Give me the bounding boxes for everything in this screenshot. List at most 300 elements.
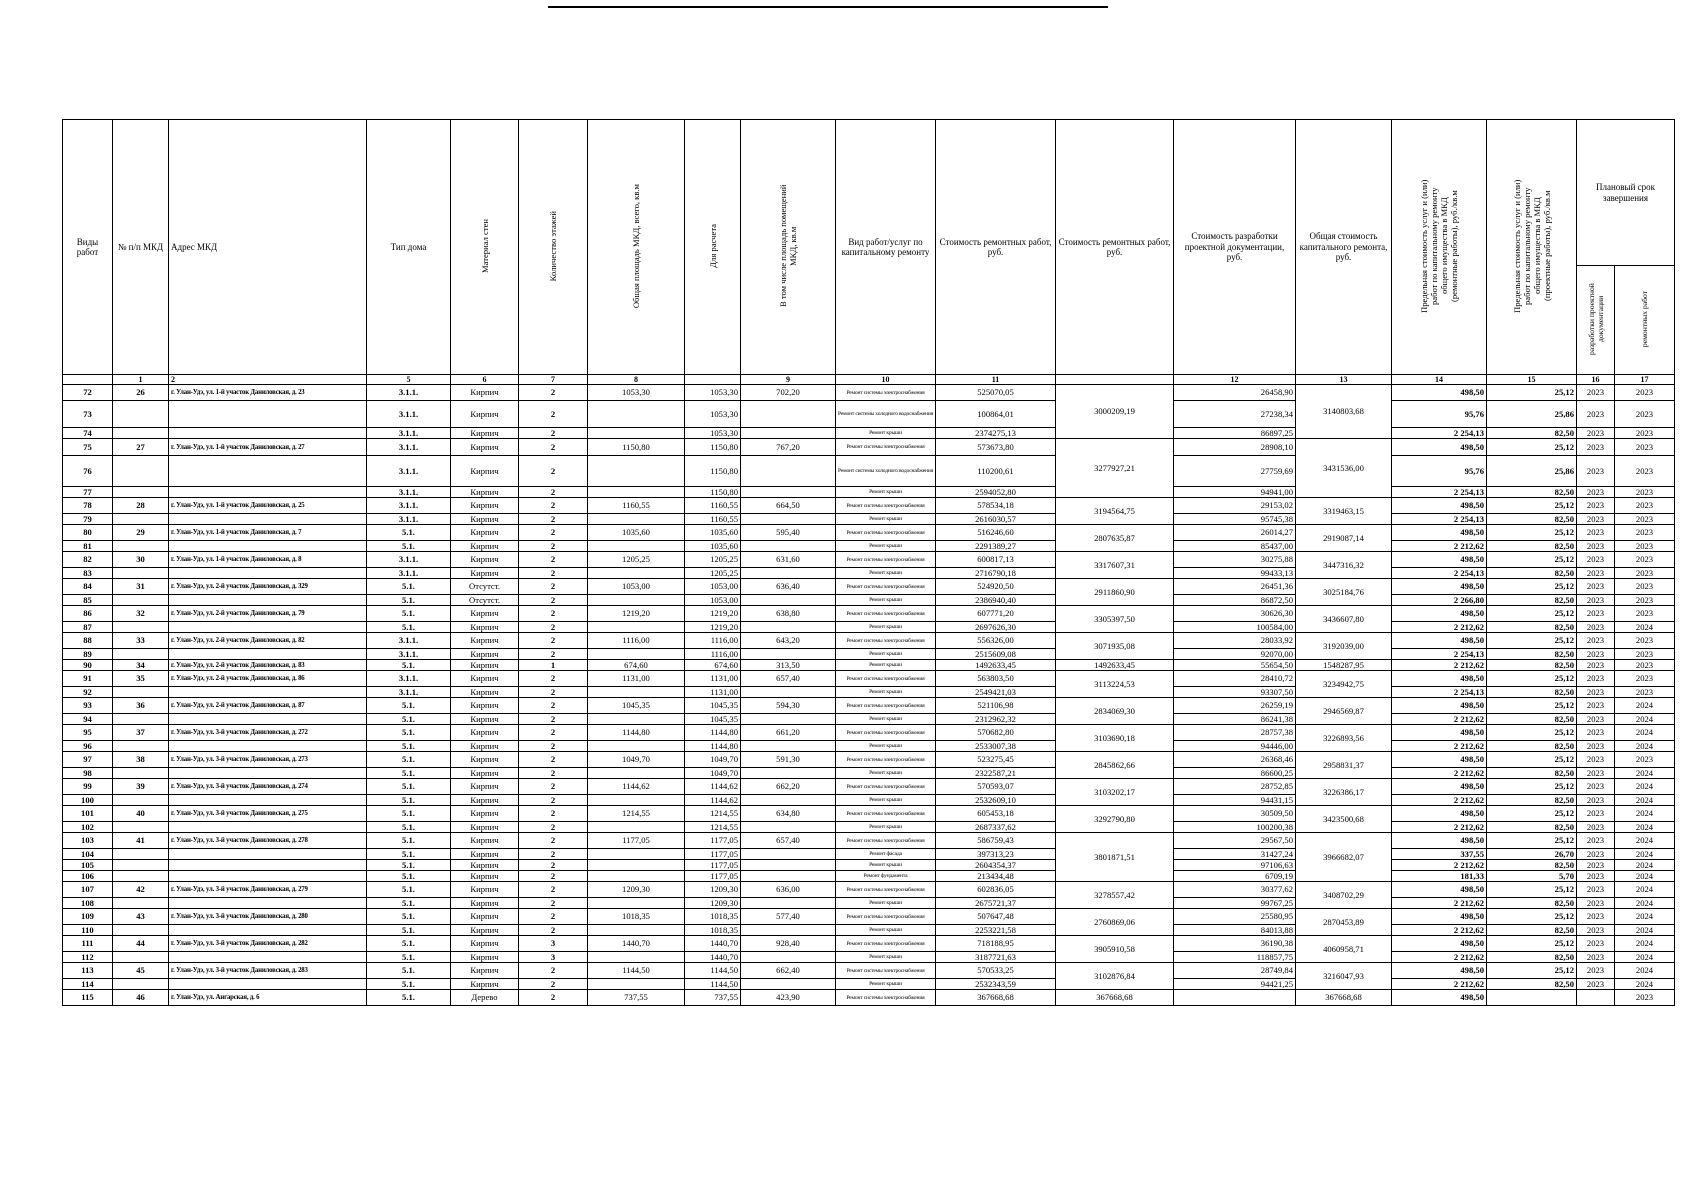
repair-limit-cell: 498,50 (1392, 806, 1487, 822)
table-row (63, 498, 1675, 514)
calc-area-cell: 1150,80 (685, 439, 741, 456)
design-cost-cell: 25580,95 (1174, 909, 1296, 925)
address-cell (169, 649, 367, 660)
premises-area-cell (741, 925, 836, 936)
mkd-number-cell: 46 (113, 990, 169, 1006)
work-type-cell: Ремонт системы электроснабжения (836, 936, 936, 952)
house-type-cell: 5.1. (367, 768, 451, 779)
calc-area-cell: 1205,25 (685, 552, 741, 568)
table-body (63, 120, 1675, 1006)
calc-area-cell: 1045,35 (685, 698, 741, 714)
mkd-number-cell (113, 487, 169, 498)
floors-cell: 2 (519, 439, 588, 456)
mkd-number-cell (113, 849, 169, 860)
work-type-cell: Ремонт крыши (836, 768, 936, 779)
repair-cost-total-cell: 3278557,42 (1056, 882, 1174, 909)
table-row (63, 456, 1675, 487)
column-number: 12 (1174, 375, 1296, 385)
wall-material-cell: Кирпич (451, 833, 519, 849)
column-header (1392, 120, 1487, 375)
repair-cost-total-cell: 3194564,75 (1056, 498, 1174, 525)
design-cost-cell: 93307,50 (1174, 687, 1296, 698)
mkd-number-cell (113, 456, 169, 487)
design-cost-cell: 28749,84 (1174, 963, 1296, 979)
total-area-cell: 1018,35 (588, 909, 685, 925)
premises-area-cell: 662,20 (741, 779, 836, 795)
floors-cell: 2 (519, 595, 588, 606)
design-limit-cell: 25,12 (1487, 806, 1577, 822)
wall-material-cell: Кирпич (451, 979, 519, 990)
design-cost-cell: 118857,75 (1174, 952, 1296, 963)
table-row (63, 725, 1675, 741)
column-header: Адрес МКД (169, 120, 367, 375)
work-number-cell: 88 (63, 633, 113, 649)
mkd-number-cell: 33 (113, 633, 169, 649)
table-row (63, 552, 1675, 568)
design-year-cell (1577, 990, 1615, 1006)
work-type-cell: Ремонт системы электроснабжения (836, 439, 936, 456)
work-type-cell: Ремонт системы электроснабжения (836, 963, 936, 979)
total-cost-cell: 3140803,68 (1296, 385, 1392, 439)
work-type-cell: Ремонт фасада (836, 849, 936, 860)
design-year-cell: 2023 (1577, 822, 1615, 833)
total-area-cell (588, 514, 685, 525)
design-year-cell: 2023 (1577, 671, 1615, 687)
work-number-cell: 74 (63, 428, 113, 439)
wall-material-cell: Кирпич (451, 428, 519, 439)
floors-cell: 2 (519, 525, 588, 541)
house-type-cell: 3.1.1. (367, 552, 451, 568)
design-limit-cell: 25,12 (1487, 525, 1577, 541)
mkd-number-cell: 45 (113, 963, 169, 979)
design-limit-cell: 25,12 (1487, 833, 1577, 849)
wall-material-cell: Кирпич (451, 871, 519, 882)
work-number-cell: 95 (63, 725, 113, 741)
design-limit-cell: 25,12 (1487, 633, 1577, 649)
repair-year-cell: 2023 (1615, 487, 1675, 498)
work-type-cell: Ремонт системы электроснабжения (836, 779, 936, 795)
house-type-cell: 5.1. (367, 660, 451, 671)
repair-cost-cell: 110200,61 (936, 456, 1056, 487)
repair-limit-cell: 2 212,62 (1392, 541, 1487, 552)
mkd-number-cell (113, 622, 169, 633)
mkd-number-cell: 34 (113, 660, 169, 671)
repair-year-cell: 2024 (1615, 963, 1675, 979)
floors-cell: 2 (519, 925, 588, 936)
address-cell: г. Улан-Удэ, ул. 3-й участок Даниловская, д. 278 (169, 833, 367, 849)
premises-area-cell: 661,20 (741, 725, 836, 741)
total-area-cell (588, 456, 685, 487)
design-limit-cell: 82,50 (1487, 979, 1577, 990)
repair-limit-cell: 2 254,13 (1392, 514, 1487, 525)
floors-cell: 2 (519, 725, 588, 741)
calc-area-cell: 1053,30 (685, 385, 741, 401)
column-number (1056, 375, 1174, 385)
design-year-cell: 2023 (1577, 833, 1615, 849)
table-row (63, 990, 1675, 1006)
wall-material-cell: Кирпич (451, 925, 519, 936)
repair-limit-cell: 498,50 (1392, 606, 1487, 622)
address-cell (169, 952, 367, 963)
premises-area-cell (741, 622, 836, 633)
address-cell (169, 925, 367, 936)
design-year-cell: 2023 (1577, 795, 1615, 806)
total-area-cell (588, 925, 685, 936)
work-number-cell: 100 (63, 795, 113, 806)
repair-year-cell: 2023 (1615, 649, 1675, 660)
premises-area-cell (741, 795, 836, 806)
total-area-cell (588, 768, 685, 779)
capital-repair-table (62, 119, 1675, 1006)
work-number-cell: 96 (63, 741, 113, 752)
table-row (63, 860, 1675, 871)
floors-cell: 2 (519, 487, 588, 498)
premises-area-cell: 631,60 (741, 552, 836, 568)
design-limit-cell: 25,12 (1487, 882, 1577, 898)
total-area-cell: 1177,05 (588, 833, 685, 849)
house-type-cell: 5.1. (367, 909, 451, 925)
calc-area-cell: 1116,00 (685, 649, 741, 660)
calc-area-cell: 1177,05 (685, 860, 741, 871)
column-number: 1 (113, 375, 169, 385)
design-year-cell: 2023 (1577, 725, 1615, 741)
column-number (63, 375, 113, 385)
column-header-text: В том числе площадь помещений МКД, кв.м (778, 184, 798, 307)
wall-material-cell: Кирпич (451, 622, 519, 633)
design-cost-cell (1174, 990, 1296, 1006)
repair-year-cell: 2024 (1615, 925, 1675, 936)
table-row (63, 622, 1675, 633)
design-year-cell: 2023 (1577, 752, 1615, 768)
mkd-number-cell: 36 (113, 698, 169, 714)
table-row (63, 768, 1675, 779)
repair-cost-cell: 2549421,03 (936, 687, 1056, 698)
column-header-text: Количество этажей (548, 210, 558, 281)
calc-area-cell: 1440,70 (685, 936, 741, 952)
design-cost-cell: 100584,00 (1174, 622, 1296, 633)
repair-year-cell: 2024 (1615, 698, 1675, 714)
calc-area-cell: 674,60 (685, 660, 741, 671)
column-number: 11 (936, 375, 1056, 385)
design-cost-cell: 30509,50 (1174, 806, 1296, 822)
repair-year-cell: 2023 (1615, 401, 1675, 428)
premises-area-cell: 594,30 (741, 698, 836, 714)
total-cost-cell: 3319463,15 (1296, 498, 1392, 525)
design-limit-cell: 82,50 (1487, 822, 1577, 833)
design-cost-cell: 30377,62 (1174, 882, 1296, 898)
column-header-text: Предельная стоимость услуг и (или) работ по капитальному ремонту общего имущества в МКД (ремонтные работы), руб./кв.м (1419, 179, 1459, 313)
design-limit-cell: 25,12 (1487, 439, 1577, 456)
floors-cell: 2 (519, 909, 588, 925)
work-number-cell: 81 (63, 541, 113, 552)
total-area-cell (588, 568, 685, 579)
wall-material-cell: Кирпич (451, 963, 519, 979)
repair-limit-cell: 337,55 (1392, 849, 1487, 860)
premises-area-cell (741, 456, 836, 487)
wall-material-cell: Кирпич (451, 498, 519, 514)
work-number-cell: 83 (63, 568, 113, 579)
wall-material-cell: Кирпич (451, 936, 519, 952)
house-type-cell: 5.1. (367, 595, 451, 606)
calc-area-cell: 1209,30 (685, 898, 741, 909)
column-number: 16 (1577, 375, 1615, 385)
work-type-cell: Ремонт системы электроснабжения (836, 882, 936, 898)
work-number-cell: 108 (63, 898, 113, 909)
table-row (63, 936, 1675, 952)
mkd-number-cell: 37 (113, 725, 169, 741)
design-limit-cell: 82,50 (1487, 541, 1577, 552)
column-number: 15 (1487, 375, 1577, 385)
house-type-cell: 3.1.1. (367, 514, 451, 525)
design-limit-cell: 82,50 (1487, 487, 1577, 498)
total-area-cell: 1045,35 (588, 698, 685, 714)
repair-cost-total-cell: 3102876,84 (1056, 963, 1174, 990)
design-year-cell: 2023 (1577, 552, 1615, 568)
repair-limit-cell: 498,50 (1392, 752, 1487, 768)
total-area-cell (588, 487, 685, 498)
design-limit-cell: 82,50 (1487, 660, 1577, 671)
work-number-cell: 107 (63, 882, 113, 898)
total-area-cell (588, 541, 685, 552)
work-number-cell: 72 (63, 385, 113, 401)
mkd-number-cell: 38 (113, 752, 169, 768)
address-cell: г. Улан-Удэ, ул. 3-й участок Даниловская, д. 282 (169, 936, 367, 952)
total-area-cell (588, 822, 685, 833)
mkd-number-cell (113, 925, 169, 936)
premises-area-cell (741, 860, 836, 871)
design-cost-cell: 85437,00 (1174, 541, 1296, 552)
wall-material-cell: Дерево (451, 990, 519, 1006)
address-cell (169, 768, 367, 779)
work-number-cell: 78 (63, 498, 113, 514)
total-cost-cell: 3226893,56 (1296, 725, 1392, 752)
calc-area-cell: 1116,00 (685, 633, 741, 649)
repair-year-cell: 2024 (1615, 882, 1675, 898)
mkd-number-cell (113, 649, 169, 660)
floors-cell: 2 (519, 833, 588, 849)
mkd-number-cell: 40 (113, 806, 169, 822)
house-type-cell: 5.1. (367, 725, 451, 741)
repair-cost-total-cell: 3103202,17 (1056, 779, 1174, 806)
wall-material-cell: Кирпич (451, 779, 519, 795)
premises-area-cell: 636,00 (741, 882, 836, 898)
total-area-cell (588, 595, 685, 606)
design-cost-cell: 28410,72 (1174, 671, 1296, 687)
calc-area-cell: 1177,05 (685, 871, 741, 882)
work-number-cell: 85 (63, 595, 113, 606)
work-type-cell: Ремонт системы электроснабжения (836, 606, 936, 622)
repair-cost-cell: 2532343,59 (936, 979, 1056, 990)
repair-cost-cell: 602836,05 (936, 882, 1056, 898)
design-limit-cell: 82,50 (1487, 622, 1577, 633)
address-cell: г. Улан-Удэ, ул. 1-й участок Даниловская, д. 25 (169, 498, 367, 514)
calc-area-cell: 1150,80 (685, 487, 741, 498)
design-cost-cell: 86241,38 (1174, 714, 1296, 725)
design-cost-cell: 30626,30 (1174, 606, 1296, 622)
address-cell: г. Улан-Удэ, ул. 2-й участок Даниловская, д. 83 (169, 660, 367, 671)
work-number-cell: 82 (63, 552, 113, 568)
address-cell: г. Улан-Удэ, ул. 3-й участок Даниловская, д. 274 (169, 779, 367, 795)
repair-cost-cell: 556326,00 (936, 633, 1056, 649)
column-header (519, 120, 588, 375)
column-number: 13 (1296, 375, 1392, 385)
repair-limit-cell: 2 254,13 (1392, 428, 1487, 439)
wall-material-cell: Кирпич (451, 752, 519, 768)
design-year-cell: 2023 (1577, 498, 1615, 514)
repair-limit-cell: 2 254,13 (1392, 649, 1487, 660)
work-type-cell: Ремонт системы холодного водоснабжения (836, 401, 936, 428)
premises-area-cell (741, 871, 836, 882)
floors-cell: 2 (519, 990, 588, 1006)
repair-cost-total-cell: 2845862,66 (1056, 752, 1174, 779)
address-cell (169, 487, 367, 498)
work-number-cell: 92 (63, 687, 113, 698)
wall-material-cell: Кирпич (451, 849, 519, 860)
address-cell: г. Улан-Удэ, ул. 2-й участок Даниловская, д. 86 (169, 671, 367, 687)
repair-cost-cell: 2532609,10 (936, 795, 1056, 806)
table-row (63, 660, 1675, 671)
house-type-cell: 3.1.1. (367, 487, 451, 498)
repair-cost-cell: 100864,01 (936, 401, 1056, 428)
work-type-cell: Ремонт системы электроснабжения (836, 633, 936, 649)
mkd-number-cell (113, 741, 169, 752)
design-year-cell: 2023 (1577, 871, 1615, 882)
address-cell: г. Улан-Удэ, ул. 1-й участок Даниловская, д. 23 (169, 385, 367, 401)
design-cost-cell: 99433,13 (1174, 568, 1296, 579)
design-cost-cell: 26458,90 (1174, 385, 1296, 401)
premises-area-cell: 591,30 (741, 752, 836, 768)
address-cell: г. Улан-Удэ, ул. 1-й участок Даниловская, д. 27 (169, 439, 367, 456)
house-type-cell: 5.1. (367, 952, 451, 963)
design-limit-cell: 82,50 (1487, 649, 1577, 660)
design-limit-cell: 82,50 (1487, 860, 1577, 871)
repair-cost-total-cell: 3113224,53 (1056, 671, 1174, 698)
mkd-number-cell: 44 (113, 936, 169, 952)
table-row (63, 633, 1675, 649)
repair-cost-cell: 573673,80 (936, 439, 1056, 456)
design-cost-cell: 86872,50 (1174, 595, 1296, 606)
wall-material-cell: Кирпич (451, 606, 519, 622)
repair-limit-cell: 498,50 (1392, 698, 1487, 714)
repair-year-cell: 2023 (1615, 456, 1675, 487)
table-row (63, 849, 1675, 860)
mkd-number-cell: 27 (113, 439, 169, 456)
repair-limit-cell: 498,50 (1392, 909, 1487, 925)
floors-cell: 2 (519, 622, 588, 633)
table-row (63, 833, 1675, 849)
repair-year-cell: 2024 (1615, 822, 1675, 833)
design-limit-cell: 25,12 (1487, 498, 1577, 514)
table-row (63, 898, 1675, 909)
floors-cell: 2 (519, 871, 588, 882)
repair-cost-total-cell: 2834069,30 (1056, 698, 1174, 725)
mkd-number-cell (113, 898, 169, 909)
house-type-cell: 5.1. (367, 871, 451, 882)
house-type-cell: 5.1. (367, 882, 451, 898)
work-type-cell: Ремонт крыши (836, 687, 936, 698)
work-number-cell: 77 (63, 487, 113, 498)
work-type-cell: Ремонт системы электроснабжения (836, 725, 936, 741)
table-row (63, 822, 1675, 833)
house-type-cell: 5.1. (367, 979, 451, 990)
total-cost-cell: 3192039,00 (1296, 633, 1392, 660)
design-limit-cell: 25,12 (1487, 671, 1577, 687)
work-number-cell: 102 (63, 822, 113, 833)
design-year-cell: 2023 (1577, 909, 1615, 925)
wall-material-cell: Кирпич (451, 822, 519, 833)
repair-cost-cell: 2312962,32 (936, 714, 1056, 725)
wall-material-cell: Кирпич (451, 660, 519, 671)
calc-area-cell: 1160,55 (685, 498, 741, 514)
table-row (63, 882, 1675, 898)
subcolumn-header (1615, 266, 1675, 375)
mkd-number-cell: 42 (113, 882, 169, 898)
address-cell (169, 741, 367, 752)
floors-cell: 2 (519, 498, 588, 514)
premises-area-cell (741, 514, 836, 525)
premises-area-cell (741, 595, 836, 606)
design-year-cell: 2023 (1577, 514, 1615, 525)
design-year-cell: 2023 (1577, 456, 1615, 487)
work-number-cell: 115 (63, 990, 113, 1006)
design-cost-cell: 100200,38 (1174, 822, 1296, 833)
wall-material-cell: Кирпич (451, 909, 519, 925)
total-area-cell: 1144,80 (588, 725, 685, 741)
calc-area-cell: 1160,55 (685, 514, 741, 525)
address-cell (169, 822, 367, 833)
work-type-cell: Ремонт крыши (836, 898, 936, 909)
design-year-cell: 2023 (1577, 401, 1615, 428)
calc-area-cell: 1144,80 (685, 741, 741, 752)
calc-area-cell: 1053,30 (685, 401, 741, 428)
design-year-cell: 2023 (1577, 633, 1615, 649)
floors-cell: 2 (519, 649, 588, 660)
floors-cell: 2 (519, 633, 588, 649)
design-cost-cell: 28908,10 (1174, 439, 1296, 456)
repair-year-cell: 2023 (1615, 514, 1675, 525)
table-row (63, 925, 1675, 936)
repair-limit-cell: 2 212,62 (1392, 768, 1487, 779)
work-type-cell: Ремонт крыши (836, 514, 936, 525)
mkd-number-cell (113, 595, 169, 606)
premises-area-cell: 928,40 (741, 936, 836, 952)
calc-area-cell: 1131,00 (685, 671, 741, 687)
total-area-cell (588, 622, 685, 633)
repair-cost-total-cell: 3801871,51 (1056, 833, 1174, 882)
design-year-cell: 2023 (1577, 568, 1615, 579)
floors-cell: 2 (519, 752, 588, 768)
design-limit-cell: 25,12 (1487, 725, 1577, 741)
floors-cell: 2 (519, 687, 588, 698)
table-row (63, 487, 1675, 498)
work-type-cell: Ремонт системы электроснабжения (836, 698, 936, 714)
design-cost-cell: 86897,25 (1174, 428, 1296, 439)
repair-year-cell: 2024 (1615, 936, 1675, 952)
design-limit-cell: 5,70 (1487, 871, 1577, 882)
repair-cost-cell: 1492633,45 (936, 660, 1056, 671)
column-number: 8 (588, 375, 685, 385)
repair-year-cell: 2024 (1615, 622, 1675, 633)
total-cost-cell: 3447316,32 (1296, 552, 1392, 579)
wall-material-cell: Кирпич (451, 882, 519, 898)
table-row (63, 541, 1675, 552)
table-row (63, 779, 1675, 795)
wall-material-cell: Кирпич (451, 860, 519, 871)
work-number-cell: 90 (63, 660, 113, 671)
work-type-cell: Ремонт крыши (836, 952, 936, 963)
premises-area-cell (741, 428, 836, 439)
wall-material-cell: Кирпич (451, 541, 519, 552)
